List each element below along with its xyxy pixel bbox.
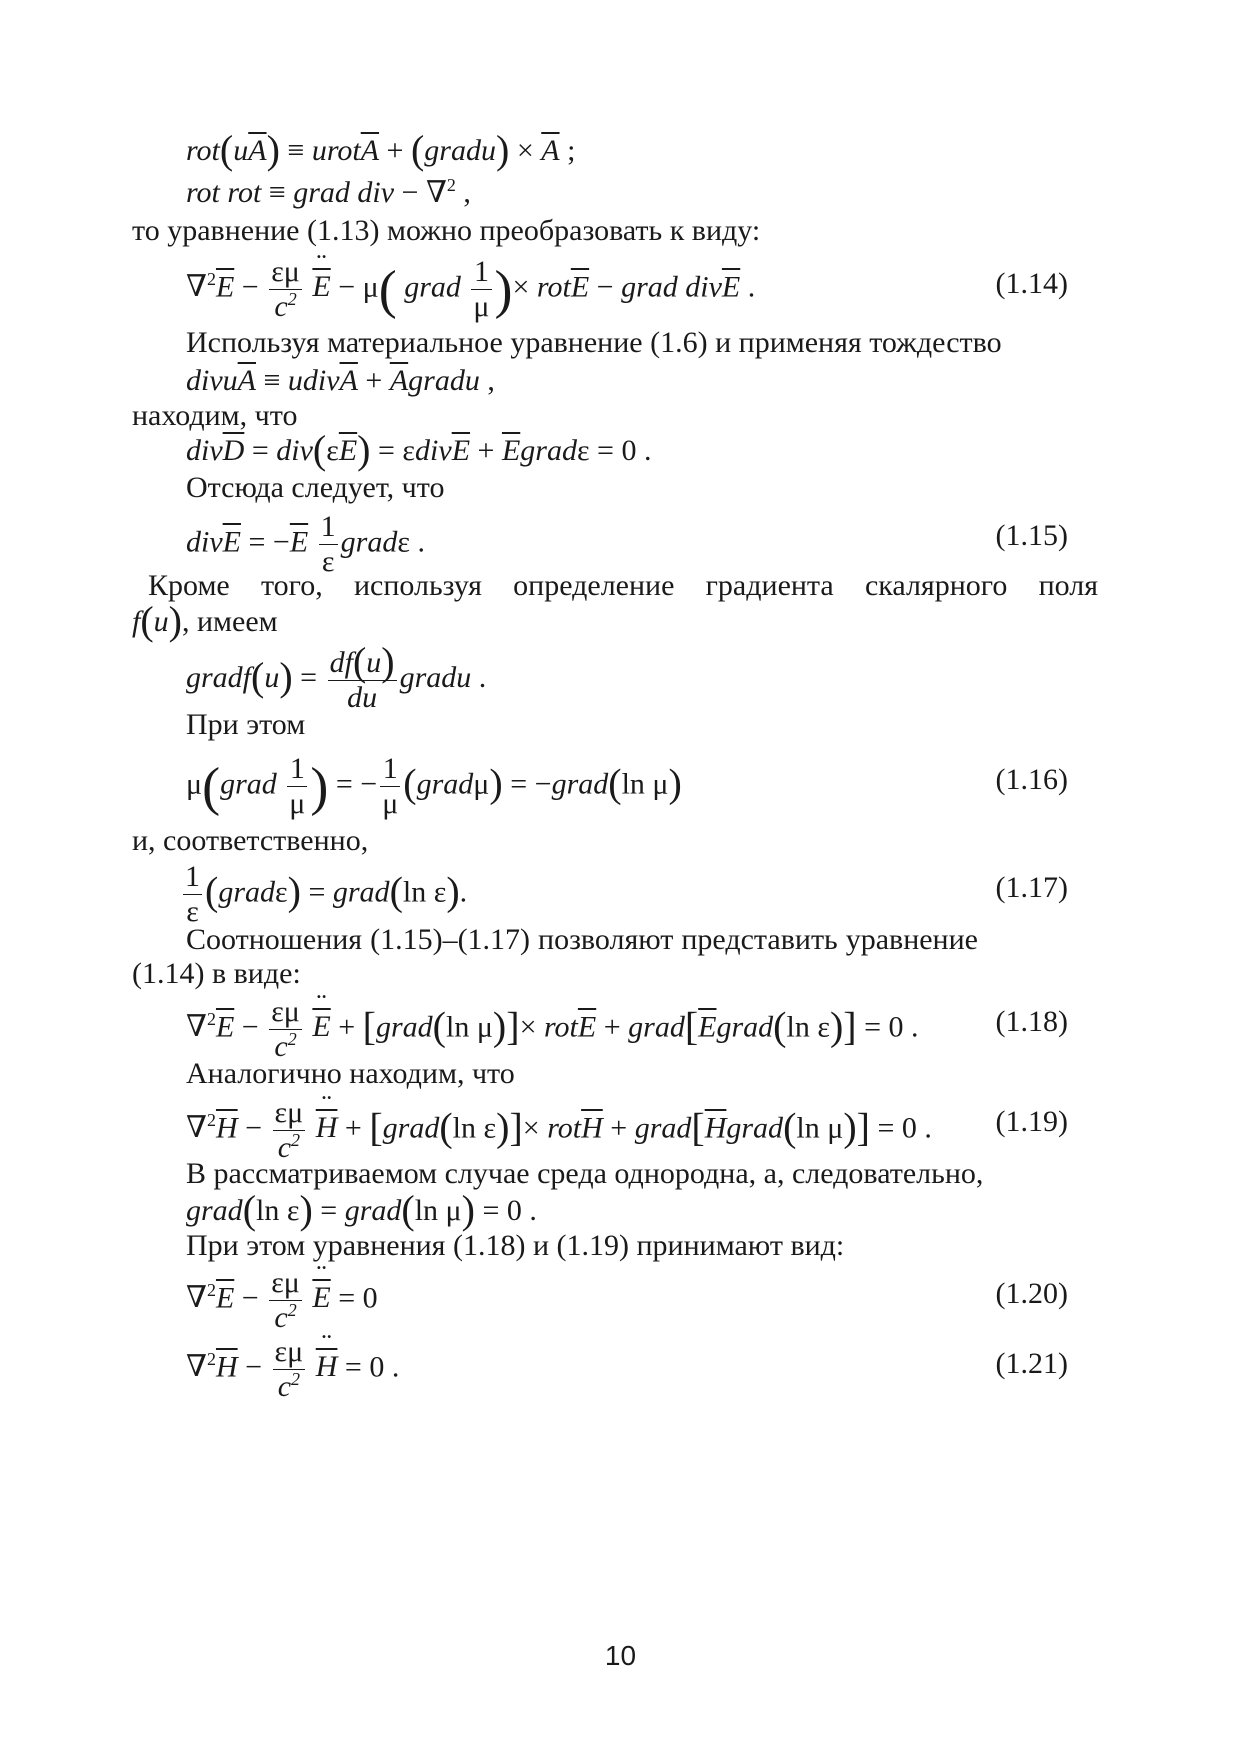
equation-1-15: $div\overline{E} = -\overline{E}$ $\frac{1}{\varepsilon}$ gradε .	[186, 510, 425, 578]
equation-number-1-14: (1.14)	[995, 267, 1068, 300]
equation-number-1-19: (1.19)	[995, 1105, 1068, 1138]
formula-gradf: gradf(u) = $\frac{df(u)}{du}$ gradu .	[186, 639, 487, 714]
equation-number-1-18: (1.18)	[995, 1005, 1068, 1038]
equation-1-19: $\nabla^2\overline{H}$ − $\frac{\varepsilon\mu}{c^2}$ ¨ $\overline{H}$ + [grad(ln $\varepsilon)]\times rot\overline{H}$ + $grad[\overline{H}grad(\ln$ μ)] = 0 .	[186, 1096, 932, 1165]
equation-number-1-17: (1.17)	[995, 871, 1068, 904]
formula-divD: $div\overline{D} = div(\varepsilon\overline{E}) = \varepsilon div\overline{E}$ + $\overline{E}grad\varepsilon = 0$ .	[186, 427, 652, 472]
paragraph-text-1: то уравнение (1.13) можно преобразовать к виду:	[132, 214, 761, 247]
paragraph-text-8a: Соотношения (1.15)–(1.17) позволяют представить уравнение	[186, 923, 978, 956]
equation-1-17: $\frac{1}{\varepsilon}$ (gradε) = grad(ln ε).	[185, 860, 468, 928]
paragraph-text-5a: Кроме того, используя определение градиента скалярного поля	[148, 569, 1098, 602]
paragraph-text-6: При этом	[186, 708, 306, 741]
paragraph-text-9: Аналогично находим, что	[186, 1057, 515, 1090]
formula-rot-identity: $rot(u\overline{A})$ ≡ $urot\overline{A}$ + (gradu) × $\overline{A}$ ;	[186, 127, 576, 172]
equation-number-1-21: (1.21)	[995, 1347, 1068, 1380]
paragraph-text-11: При этом уравнения (1.18) и (1.19) принимают вид:	[186, 1229, 845, 1262]
equation-1-21: $\nabla^2\overline{H}$ − $\frac{\varepsilon\mu}{c^2}$ ¨ $\overline{H} = 0$ .	[186, 1335, 399, 1404]
formula-homogeneous: grad(ln ε) = grad(ln μ) = 0 .	[186, 1187, 537, 1232]
page-number: 10	[604, 1640, 637, 1671]
equation-1-18: $\nabla^2\overline{E}$ − $\frac{\varepsilon\mu}{c^2}$ ¨ $\overline{E}$ + [grad(ln $\mu)]\times rot\overline{E}$ + $grad[\overline{E}grad(\ln$ ε)] = 0 .	[186, 995, 919, 1064]
equation-number-1-16: (1.16)	[995, 763, 1068, 796]
paragraph-text-5b: f(u), имеем	[132, 598, 278, 643]
equation-1-20: $\nabla^2\overline{E}$ − $\frac{\varepsilon\mu}{c^2}$ ¨ $\overline{E} = 0$	[186, 1266, 378, 1335]
formula-div-identity: $divu\overline{A}$ ≡ $udiv\overline{A}$ + $\overline{A}gradu$ ,	[186, 364, 495, 397]
equation-number-1-20: (1.20)	[995, 1277, 1068, 1310]
paragraph-text-8b: (1.14) в виде:	[132, 957, 301, 990]
paragraph-text-2: Используя материальное уравнение (1.6) и применяя тождество	[186, 326, 1002, 359]
paragraph-text-3: находим, что	[132, 399, 298, 432]
paragraph-text-7: и, соответственно,	[132, 824, 369, 857]
equation-1-14: $\nabla^2\overline{E}$ − $\frac{\varepsilon\mu}{c^2}$ ¨ $\overline{E} - \mu$( grad $\frac{1}{\mu}$ )× $rot\overline{E}$ − grad $div\overline{E}$ .	[186, 255, 755, 324]
equation-1-16: μ(grad $\frac{1}{\mu}$ ) = − $\frac{1}{\mu}$ (gradμ) = −grad(ln μ)	[186, 752, 682, 820]
formula-rotrot-identity: rot rot ≡ grad div − ∇$^2$ ,	[186, 175, 471, 209]
paragraph-text-4: Отсюда следует, что	[186, 471, 445, 504]
equation-number-1-15: (1.15)	[995, 519, 1068, 552]
paragraph-text-10: В рассматриваемом случае среда однородна, а, следовательно,	[186, 1157, 984, 1190]
